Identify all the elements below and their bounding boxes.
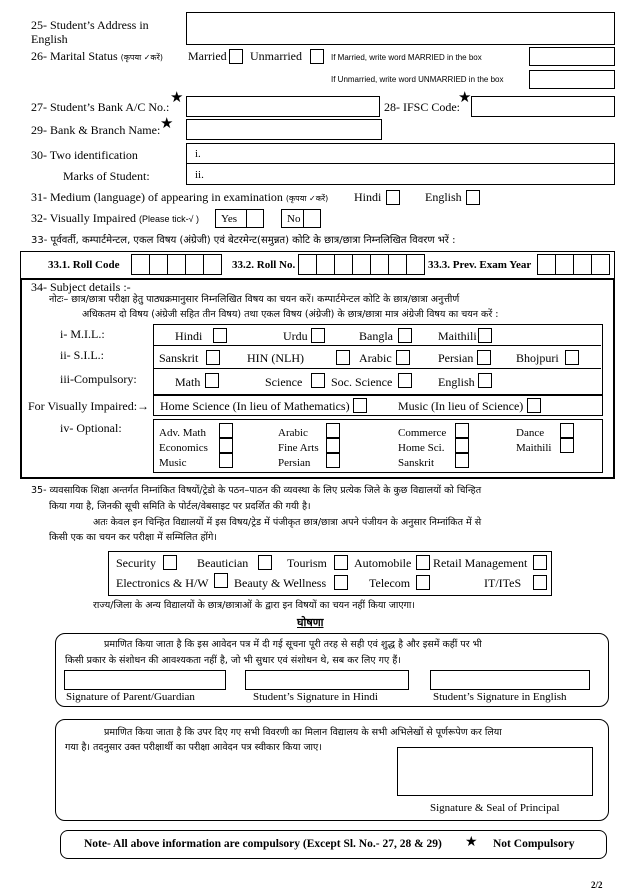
subject-persian-label: Persian [438,351,474,365]
roll-no-cells[interactable] [299,254,425,275]
hindi-signature-label: Student’s Signature in Hindi [253,691,378,703]
identification-mark-1[interactable]: i. [186,143,615,165]
trade-it-ites-checkbox[interactable] [533,575,547,590]
principal-text-1: प्रमाणित किया जाता है कि उपर दिए गए सभी विवरणी का मिलान विद्यालय के सभी अभिलेखों से पूर्णरूपेण कर लिया [104,727,502,738]
subject-english-checkbox[interactable] [478,373,492,388]
trade-security-checkbox[interactable] [163,555,177,570]
vocational-text-4: किसी एक का चयन कर परीक्षा में सम्मिलित होंगे। [49,532,217,543]
vi-yes-box: Yes [215,209,247,228]
vocational-footer: राज्य/जिला के अन्य विद्यालयों के छात्र/छात्राओं के द्वारा इन विषयों का चयन नहीं किया जाएगा। [93,600,415,611]
married-checkbox[interactable] [229,49,243,64]
trade-retail-checkbox[interactable] [533,555,547,570]
medium-hindi-checkbox[interactable] [386,190,400,205]
subject-sanskrit-checkbox[interactable] [206,350,220,365]
opt-music-checkbox[interactable] [219,453,233,468]
hindi-signature-box[interactable] [245,670,409,690]
address-input[interactable] [186,12,615,45]
trade-telecom-checkbox[interactable] [416,575,430,590]
declaration-text-1: प्रमाणित किया जाता है कि इस आवेदन पत्र में दी गई सूचना पूरी तरह से सही एवं शुद्ध है और इसमें कहीं पर भी [104,639,482,650]
opt-economics-label: Economics [159,442,208,454]
declaration-title: घोषणा [297,616,324,629]
subject-bangla-checkbox[interactable] [398,328,412,343]
trade-tourism-checkbox[interactable] [334,555,348,570]
subject-sanskrit-label: Sanskrit [159,351,199,365]
opt-adv-math-label: Adv. Math [159,427,206,439]
parent-signature-label: Signature of Parent/Guardian [66,691,195,703]
roll-code-label: 33.1. Roll Code [48,259,120,271]
medium-hindi-label: Hindi [354,190,382,204]
subject-persian-checkbox[interactable] [477,350,491,365]
optional-label: iv- Optional: [60,421,122,435]
opt-fine-arts-checkbox[interactable] [326,438,340,453]
subject-note-2: अधिकतम दो विषय (अंग्रेजी सहित तीन विषय) तथा एकल विषय (अंग्रेजी) के छात्र/छात्रा मात्र अंग्रेजी विषय का चयन करें : [82,309,499,320]
trade-electronics-checkbox[interactable] [214,573,228,588]
medium-english-checkbox[interactable] [466,190,480,205]
visually-impaired-label: 32- Visually Impaired (Please tick-√ ) [31,211,199,225]
opt-commerce-label: Commerce [398,427,447,439]
subject-music-vi-label: Music (In lieu of Science) [398,399,524,413]
trade-automobile-checkbox[interactable] [416,555,430,570]
subject-details-label: 34- Subject details :- [31,280,131,294]
subject-arabic-checkbox[interactable] [396,350,410,365]
opt-sanskrit-checkbox[interactable] [455,453,469,468]
trade-beautician-checkbox[interactable] [258,555,272,570]
subject-urdu-label: Urdu [283,329,308,343]
vocational-text-3: अतः केवल इन चिन्हित विद्यालयों में इस विषय/ट्रेड में पंजीकृत छात्र/छात्रा अपने पंजीयन के अनुसार निम्नांकित में से [93,517,482,528]
trade-beautician-label: Beautician [197,556,249,570]
ifsc-label: 28- IFSC Code: [384,100,461,114]
opt-music-label: Music [159,457,187,469]
identification-mark-2[interactable]: ii. [186,163,615,185]
q33-instruction: 33- पूर्ववर्ती, कम्पार्टमेन्टल, एकल विषय (अंग्रेजी) एवं बेटरमेन्ट(समुन्नत) कोटि के छात्र/छात्रा निम्नलिखित विवरण भरें : [31,235,456,246]
opt-economics-checkbox[interactable] [219,438,233,453]
subject-arabic-label: Arabic [359,351,392,365]
subject-urdu-checkbox[interactable] [311,328,325,343]
bank-branch-label: 29- Bank & Branch Name: [31,123,161,137]
opt-adv-math-checkbox[interactable] [219,423,233,438]
compulsory-label: iii-Compulsory: [60,372,137,386]
mil-label: i- M.I.L.: [60,327,105,341]
opt-home-sci-label: Home Sci. [398,442,445,454]
vi-yes-checkbox[interactable] [246,209,264,228]
page-number: 2/2 [591,880,603,890]
trade-tourism-label: Tourism [287,556,327,570]
opt-sanskrit-label: Sanskrit [398,457,435,469]
declaration-text-2: किसी प्रकार के संशोधन की आवश्यकता नहीं है, जो भी सुधार एवं संशोधन थे, सब कर लिए गए हैं। [65,655,401,666]
vocational-text-1: 35- व्यवसायिक शिक्षा अन्तर्गत निम्नांकित विषयों/ट्रेडो के पठन–पाठन की व्यवस्था के लिए प्रत्येक जिले के कुछ विद्यालयों को चिन्हित [31,485,482,496]
trade-electronics-label: Electronics & H/W [116,576,209,590]
bank-ac-input[interactable] [186,96,380,117]
star-icon: ★ [465,835,478,850]
identification-label: 30- Two identification [31,148,138,162]
trade-beauty-wellness-label: Beauty & Wellness [234,576,327,590]
prev-exam-year-label: 33.3. Prev. Exam Year [428,259,532,271]
opt-maithili-label: Maithili [516,442,552,454]
unmarried-label: Unmarried [250,49,302,63]
star-icon: ★ [170,90,184,106]
principal-signature-label: Signature & Seal of Principal [430,802,560,814]
prev-exam-year-cells[interactable] [538,254,610,275]
star-icon: ★ [160,116,174,132]
marital-hint: (कृपया ✓करें) [120,53,163,62]
english-signature-label: Student’s Signature in English [433,691,567,703]
bank-branch-input[interactable] [186,119,382,140]
subject-music-vi-checkbox[interactable] [527,398,541,413]
medium-english-label: English [425,190,462,204]
opt-dance-label: Dance [516,427,545,439]
subject-math-label: Math [175,375,201,389]
subject-hin-nlh-label: HIN (NLH) [247,351,304,365]
medium-label: 31- Medium (language) of appearing in examination (कृपया ✓करें) [31,190,329,204]
roll-code-cells[interactable] [132,254,222,275]
subject-bhojpuri-label: Bhojpuri [516,351,559,365]
opt-home-sci-checkbox[interactable] [455,438,469,453]
subject-hin-nlh-checkbox[interactable] [336,350,350,365]
subject-home-science-label: Home Science (In lieu of Mathematics) [160,399,350,413]
english-signature-box[interactable] [430,670,590,690]
married-note: If Married, write word MARRIED in the box [331,53,482,62]
subject-soc-science-checkbox[interactable] [398,373,412,388]
identification-label-2: Marks of Student: [63,169,150,183]
trade-retail-label: Retail Management [433,556,528,570]
subject-hindi-checkbox[interactable] [213,328,227,343]
opt-persian-checkbox[interactable] [326,453,340,468]
trade-beauty-wellness-checkbox[interactable] [334,575,348,590]
opt-maithili-checkbox[interactable] [560,438,574,453]
opt-arabic-label: Arabic [278,427,308,439]
opt-dance-checkbox[interactable] [560,423,574,438]
vocational-text-2: किया गया है, जिनकी सूची समिति के पोर्टल/वेबसाइट पर प्रदर्शित की गयी है। [49,501,311,512]
subject-hindi-label: Hindi [175,329,203,343]
opt-fine-arts-label: Fine Arts [278,442,319,454]
opt-commerce-checkbox[interactable] [455,423,469,438]
compulsory-note: Note- All above information are compulsory (Except Sl. No.- 27, 28 & 29) [84,838,442,850]
vi-no-checkbox[interactable] [303,209,321,228]
star-icon: ★ [458,90,472,106]
principal-text-2: गया है। तदनुसार उक्त परीक्षार्थी का परीक्षा आवेदन पत्र स्वीकार किया जाए। [65,742,322,753]
married-word-box[interactable] [529,47,615,66]
subject-science-label: Science [265,375,303,389]
bank-ac-label: 27- Student’s Bank A/C No.: [31,100,170,114]
subject-note-1: नोटः– छात्र/छात्रा परीक्षा हेतु पाठ्यक्रमानुसार निम्नलिखित विषय का चयन करें। कम्पार्टमेन्टल कोटि के छात्र/छात्रा अनुत्तीर्ण [49,294,460,305]
unmarried-note: If Unmarried, write word UNMARRIED in the box [331,75,504,84]
trade-automobile-label: Automobile [354,556,412,570]
ifsc-input[interactable] [471,96,615,117]
subject-science-checkbox[interactable] [311,373,325,388]
marital-status-label: 26- Marital Status (कृपया ✓करें) [31,49,163,63]
subject-english-label: English [438,375,475,389]
married-label: Married [188,49,227,63]
roll-no-label: 33.2. Roll No. [232,259,296,271]
not-compulsory-label: Not Compulsory [493,838,575,850]
unmarried-checkbox[interactable] [310,49,324,64]
subject-soc-science-label: Soc. Science [331,375,393,389]
opt-persian-label: Persian [278,457,311,469]
trade-it-ites-label: IT/ITeS [484,576,522,590]
subject-maithili-checkbox[interactable] [478,328,492,343]
subject-home-science-checkbox[interactable] [353,398,367,413]
address-label: 25- Student’s Address in English [31,18,149,46]
subject-bhojpuri-checkbox[interactable] [565,350,579,365]
trade-telecom-label: Telecom [369,576,411,590]
trade-security-label: Security [116,556,156,570]
principal-seal-box[interactable] [397,747,593,796]
sil-label: ii- S.I.L.: [60,348,104,362]
subject-maithili-label: Maithili [438,329,477,343]
unmarried-word-box[interactable] [529,70,615,89]
subject-math-checkbox[interactable] [205,373,219,388]
parent-signature-box[interactable] [64,670,226,690]
subject-bangla-label: Bangla [359,329,393,343]
opt-arabic-checkbox[interactable] [326,423,340,438]
vi-no-box: No [281,209,305,228]
visually-impaired-subjects-label: For Visually Impaired:→ [28,399,150,413]
